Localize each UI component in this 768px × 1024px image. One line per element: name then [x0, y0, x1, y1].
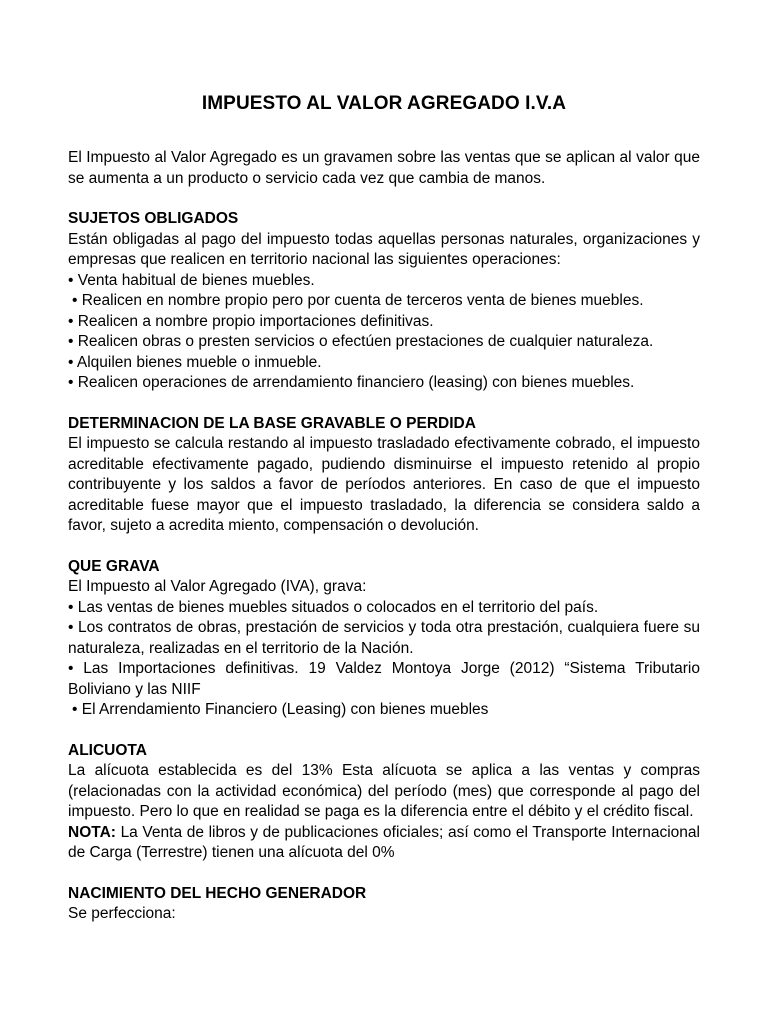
list-item: • Las Importaciones definitivas. 19 Valdez Montoya Jorge (2012) “Sistema Tributario Boliviano y las NIIF	[68, 660, 700, 698]
section-alicuota	[68, 741, 700, 864]
list-item: • El Arrendamiento Financiero (Leasing) con bienes muebles	[72, 701, 489, 718]
list-item: • Realicen obras o presten servicios o efectúen prestaciones de cualquier naturaleza.	[68, 333, 654, 350]
document-title: IMPUESTO AL VALOR AGREGADO I.V.A	[201, 93, 567, 114]
list-item: • Venta habitual de bienes muebles.	[68, 271, 315, 289]
section-heading: NACIMIENTO DEL HECHO GENERADOR	[68, 884, 367, 902]
section-text: El Impuesto al Valor Agregado (IVA), grava:	[68, 578, 367, 595]
section-heading: QUE GRAVA	[68, 557, 160, 575]
section-sujetos-obligados	[68, 209, 700, 394]
section-heading: SUJETOS OBLIGADOS	[68, 210, 239, 227]
list-item: • Los contratos de obras, prestación de servicios y toda otra prestación, cualquiera fuere su naturaleza, realizadas en el territorio de la Nación.	[68, 619, 700, 657]
list-item: • Las ventas de bienes muebles situados o colocados en el territorio del país.	[68, 598, 599, 616]
list-item: • Realicen en nombre propio pero por cuenta de terceros venta de bienes muebles.	[72, 292, 644, 309]
list-item: • Realicen operaciones de arrendamiento financiero (leasing) con bienes muebles.	[68, 374, 635, 391]
nota-text: La Venta de libros y de publicaciones oficiales; así como el Transporte Internacional de Carga (Terrestre) tienen una alícuota del 0%	[68, 823, 700, 861]
list-item: • Alquilen bienes mueble o inmueble.	[68, 353, 322, 371]
section-heading: DETERMINACION DE LA BASE GRAVABLE O PERDIDA	[68, 414, 476, 432]
section-nacimiento	[68, 884, 700, 925]
nota-label: NOTA:	[68, 823, 116, 841]
list-item: • Realicen a nombre propio importaciones definitivas.	[68, 312, 434, 330]
section-heading: ALICUOTA	[68, 741, 147, 759]
intro-paragraph: El Impuesto al Valor Agregado es un gravamen sobre las ventas que se aplican al valor que se aumenta a un producto o servicio cada vez que cambia de manos.	[68, 149, 700, 187]
section-determinacion	[68, 414, 700, 537]
section-text: Se perfecciona:	[68, 905, 176, 922]
section-text: La alícuota establecida es del 13% Esta alícuota se aplica a las ventas y compras (relacionadas con la actividad económica) del período (mes) que corresponde al pago del impuesto. Pero lo que en realidad se paga es la diferencia entre el débito y el crédito fiscal.	[68, 762, 700, 820]
section-text: Están obligadas al pago del impuesto todas aquellas personas naturales, organizaciones y empresas que realicen en territorio nacional las siguientes operaciones:	[68, 230, 700, 268]
nota-paragraph	[68, 823, 700, 864]
section-que-grava	[68, 557, 700, 721]
section-text: El impuesto se calcula restando al impuesto trasladado efectivamente cobrado, el impuesto acreditable efectivamente pagado, pudiendo disminuirse el impuesto retenido al propio contribuyente y los saldos a favor de períodos anteriores. En caso de que el impuesto acreditable fuese mayor que el impuesto trasladado, la diferencia se considera saldo a favor, sujeto a acredita miento, compensación o devolución.	[68, 435, 700, 534]
